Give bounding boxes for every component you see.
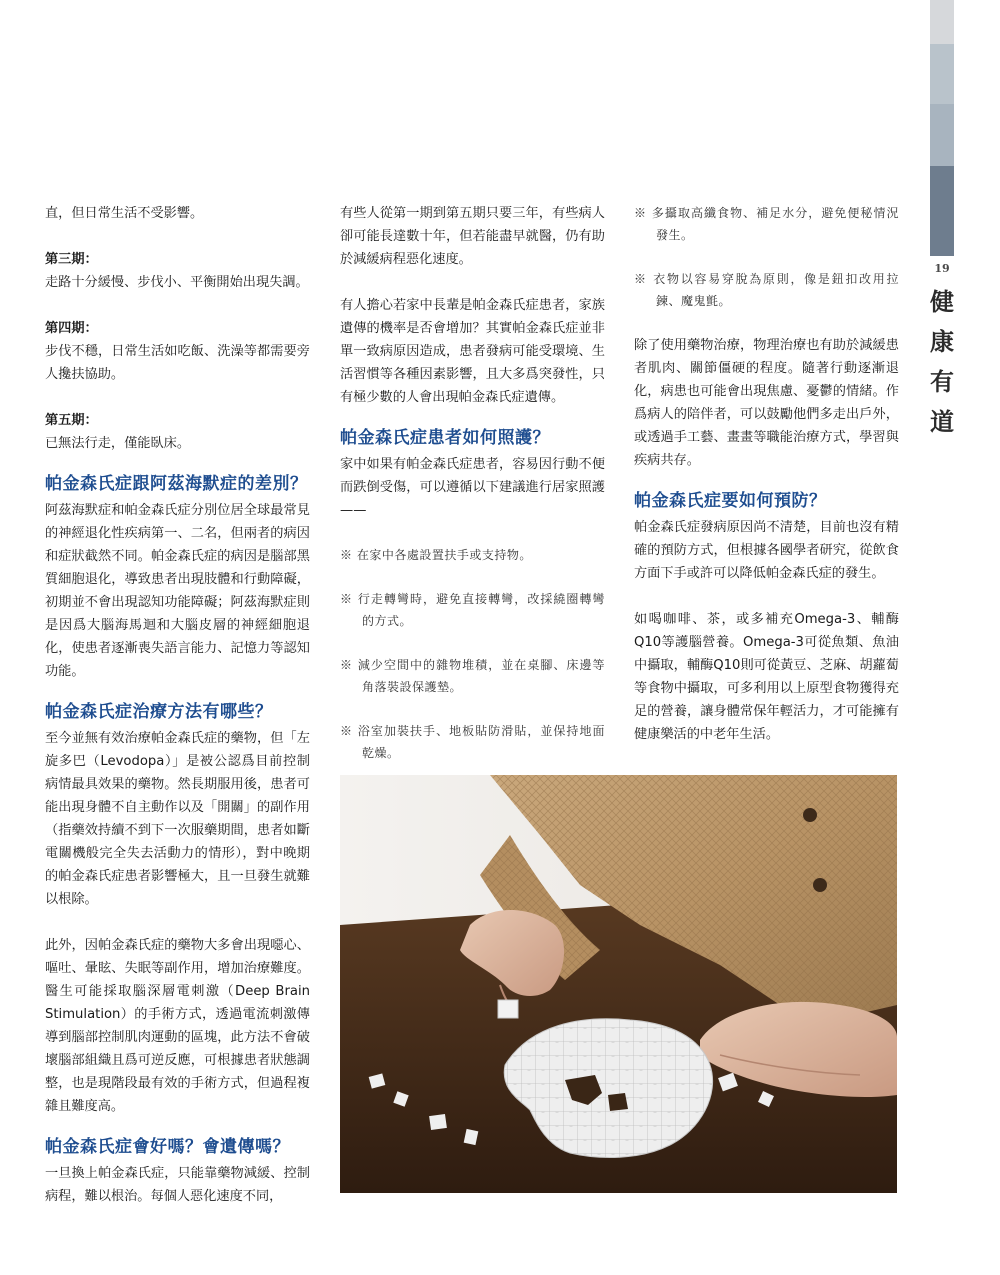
section-title-vertical [928,282,956,442]
paragraph: 帕金森氏症發病原因尚不清楚，目前也沒有精確的預防方式，但根據各國學者研究，從飲食方面下手或許可以降低帕金森氏症的發生。 [634,520,899,581]
paragraph: 有些人從第一期到第五期只要三年，有些病人卻可能長達數十年，但若能盡早就醫，仍有助於減緩病程惡化速度。 [340,206,605,267]
care-note: ※ 在家中各處設置扶手或支持物。 [340,548,532,562]
care-note: ※ 衣物以容易穿脫為原則，像是鈕扣改用拉鍊、魔鬼氈。 [634,272,899,308]
section-heading: 帕金森氏症要如何預防？ [634,491,827,511]
care-note: ※ 減少空間中的雜物堆積，並在桌腳、床邊等角落裝設保護墊。 [340,658,605,694]
section-title-char: 健 [930,287,954,316]
paragraph: 直，但日常生活不受影響。 [45,206,204,221]
paragraph: 除了使用藥物治療，物理治療也有助於減緩患者肌肉、關節僵硬的程度。隨著行動逐漸退化，病患也可能會出現焦慮、憂鬱的情緒。作爲病人的陪伴者，可以鼓勵他們多走出戶外，或透過手工藝、畫畫等職能治療方式，學習與疾病共存。 [634,338,899,468]
section-title-char: 道 [930,407,954,436]
paragraph: 至今並無有效治療帕金森氏症的藥物，但「左旋多巴（Levodopa）」是被公認爲目前控制病情最具效果的藥物。然長期服用後，患者可能出現身體不自主動作以及「開關」的副作用（指藥效持續不到下一次服藥期間，患者如斷電關機般完全失去活動力的情形），對中晚期的帕金森氏症患者影響極大，且一旦發生就難以根除。 [45,731,310,907]
paragraph: 阿茲海默症和帕金森氏症分別位居全球最常見的神經退化性疾病第一、二名，但兩者的病因和症狀截然不同。帕金森氏症的病因是腦部黑質細胞退化，導致患者出現肢體和行動障礙，初期並不會出現認知功能障礙；阿茲海默症則是因爲大腦海馬迴和大腦皮層的神經細胞退化，使患者逐漸喪失語言能力、記憶力等認知功能。 [45,503,310,679]
section-title-char: 有 [930,367,954,396]
stage-title: 第四期： [45,321,98,336]
section-heading: 帕金森氏症跟阿茲海默症的差別？ [45,474,308,494]
paragraph: 如喝咖啡、茶，或多補充Omega-3、輔酶Q10等護腦營養。Omega-3可從魚類、魚油中攝取，輔酶Q10則可從黃豆、芝麻、胡蘿蔔等食物中攝取，可多利用以上原型食物獲得充足的營養，讓身體常保年輕活力，才可能擁有健康樂活的中老年生活。 [634,612,899,742]
column-2 [340,202,605,764]
side-tab-segment [930,0,954,44]
side-tab-segment [930,166,954,256]
care-note: ※ 行走轉彎時，避免直接轉彎，改採繞圈轉彎的方式。 [340,592,605,628]
column-3 [634,202,899,746]
paragraph: 步伐不穩，日常生活如吃飯、洗澡等都需要旁人攙扶協助。 [45,344,310,382]
section-heading: 帕金森氏症治療方法有哪些？ [45,702,273,722]
side-tab-segment [930,44,954,104]
page-number: 19 [934,262,950,275]
paragraph: 有人擔心若家中長輩是帕金森氏症患者，家族遺傳的機率是否會增加？其實帕金森氏症並非單一致病原因造成，患者發病可能受環境、生活習慣等各種因素影響，且大多爲突發性，只有極少數的人會出現帕金森氏症遺傳。 [340,298,605,405]
puzzle-photo-image [340,775,897,1193]
side-tab-segment [930,104,954,166]
stage-title: 第五期： [45,413,98,428]
column-1 [45,202,310,1208]
stage-title: 第三期： [45,252,98,267]
paragraph: 此外，因帕金森氏症的藥物大多會出現噁心、嘔吐、暈眩、失眠等副作用，增加治療難度。醫生可能採取腦深層電刺激（Deep Brain Stimulation）的手術方式，透過電流刺激傳導到腦部控制肌肉運動的區塊，此方法不會破壞腦部組織且爲可逆反應，可根據患者狀態調整，也是現階段最有效的手術方式，但過程複雜且難度高。 [45,938,310,1114]
care-note: ※ 浴室加裝扶手、地板貼防滑貼，並保持地面乾燥。 [340,724,605,760]
paragraph: 走路十分緩慢、步伐小、平衡開始出現失調。 [45,275,309,290]
care-note: ※ 多攝取高纖食物、補足水分，避免便秘情況發生。 [634,206,899,242]
paragraph: 家中如果有帕金森氏症患者，容易因行動不便而跌倒受傷，可以遵循以下建議進行居家照護—— [340,457,605,518]
paragraph: 已無法行走，僅能臥床。 [45,436,191,451]
section-title-char: 康 [930,327,954,356]
section-heading: 帕金森氏症患者如何照護？ [340,428,550,448]
section-heading: 帕金森氏症會好嗎？會遺傳嗎？ [45,1137,290,1157]
paragraph: 一旦換上帕金森氏症，只能靠藥物減緩、控制病程，難以根治。每個人惡化速度不同， [45,1166,310,1204]
puzzle-photo [340,775,897,1193]
